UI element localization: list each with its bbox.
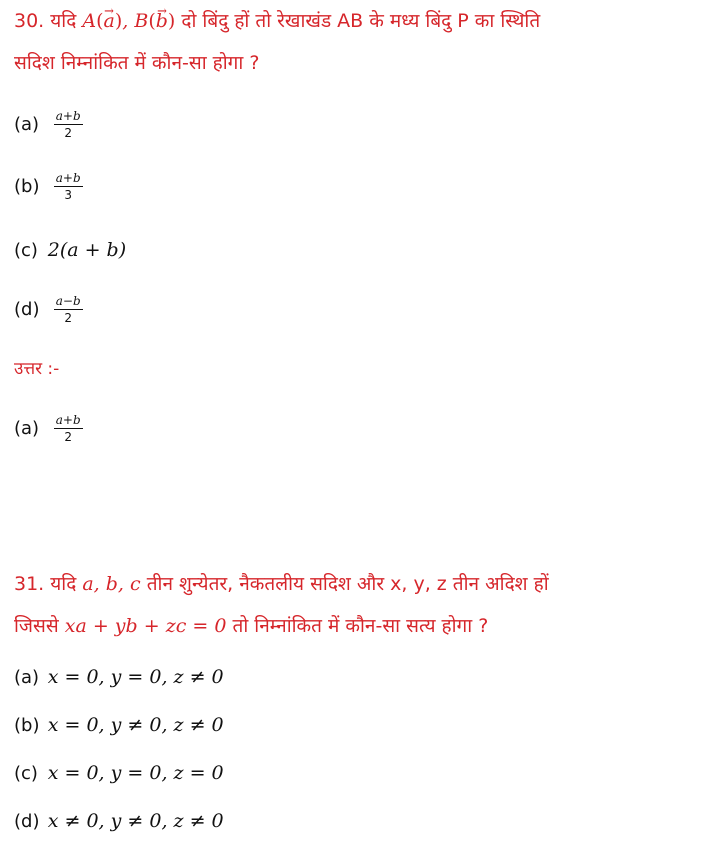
option-31-a — [14, 666, 224, 689]
option-30-a — [14, 108, 83, 141]
question-text: तीन शुन्येतर, नैकतलीय सदिश और x, y, z तीन अदिश हों — [146, 573, 549, 595]
vectors: a, b, c — [82, 573, 141, 595]
question-30-line-1 — [14, 9, 540, 33]
option-text: x = 0, y ≠ 0, z ≠ 0 — [47, 714, 224, 736]
question-31-line-1 — [14, 572, 549, 596]
question-text: तो निम्नांकित में कौन-सा सत्य होगा ? — [232, 615, 489, 637]
question-text: दो बिंदु हों तो रेखाखंड AB के मध्य बिंदु P का स्थिति — [181, 10, 541, 32]
option-text: x = 0, y = 0, z = 0 — [47, 762, 224, 784]
option-31-d — [14, 810, 224, 833]
question-text: जिससे — [14, 615, 59, 637]
option-label: (a) — [14, 417, 40, 439]
equation: xa + yb + zc = 0 — [64, 615, 227, 637]
option-31-b — [14, 714, 224, 737]
option-30-b — [14, 170, 83, 203]
option-30-c — [14, 239, 126, 262]
option-30-d — [14, 293, 83, 326]
answer-heading: उत्तर :- — [14, 359, 60, 379]
answer-30 — [14, 412, 83, 445]
option-31-c — [14, 762, 224, 785]
option-text: x = 0, y = 0, z ≠ 0 — [47, 666, 224, 688]
option-label: (c) — [14, 240, 38, 261]
question-text: यदि — [50, 10, 77, 32]
option-text: x ≠ 0, y ≠ 0, z ≠ 0 — [47, 810, 224, 832]
question-30-line-2 — [14, 51, 259, 75]
question-31-line-2 — [14, 614, 488, 638]
fraction: $\frac{a+b}{2}$ — [55, 109, 81, 140]
option-label: (a) — [14, 667, 40, 688]
vector-a: → a — [104, 9, 115, 33]
question-number: 31. — [14, 573, 45, 595]
point-a: A(→ a), — [82, 10, 128, 32]
point-b: B(→ b) — [134, 10, 175, 32]
expression: 2(a + b) — [47, 239, 127, 261]
option-label: (d) — [14, 298, 40, 320]
vector-b: → b — [156, 9, 168, 33]
option-label: (d) — [14, 811, 40, 832]
question-number: 30. — [14, 10, 45, 32]
option-label: (b) — [14, 715, 40, 736]
option-label: (c) — [14, 763, 38, 784]
fraction: $\frac{a-b}{2}$ — [55, 294, 81, 325]
fraction: $\frac{a+b}{2}$ — [55, 413, 81, 444]
question-text: यदि — [50, 573, 77, 595]
question-text: सदिश निम्नांकित में कौन-सा होगा ? — [14, 52, 260, 74]
option-label: (b) — [14, 175, 40, 197]
fraction: $\frac{a+b}{3}$ — [55, 171, 81, 202]
option-label: (a) — [14, 113, 40, 135]
